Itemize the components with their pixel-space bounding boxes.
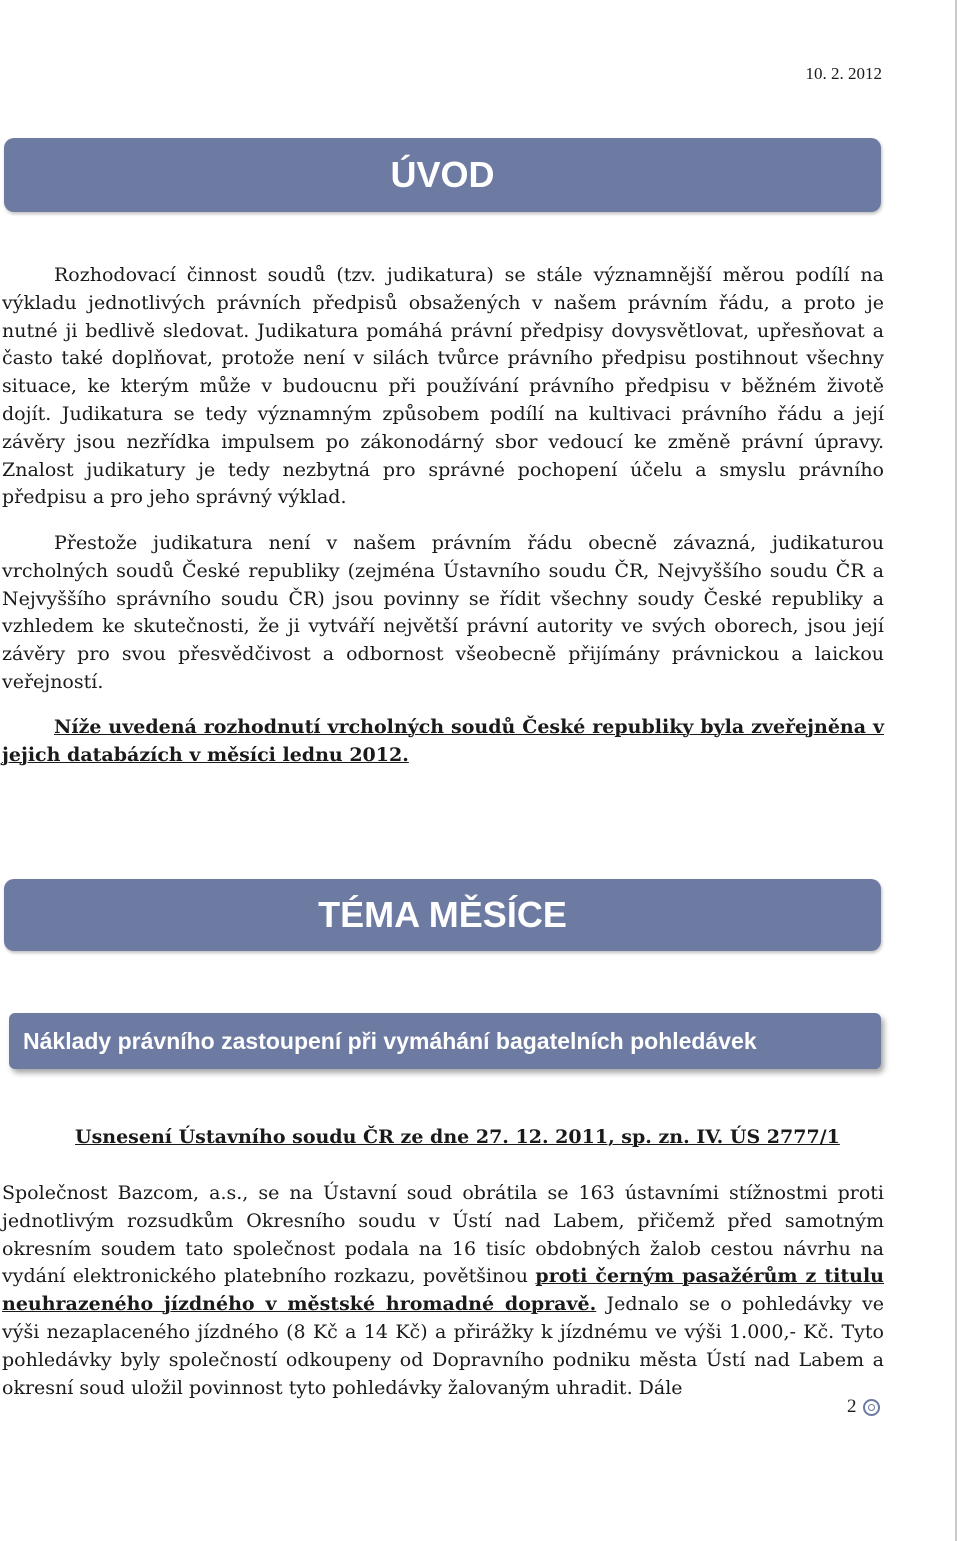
page-edge-rule xyxy=(955,0,957,1541)
target-icon xyxy=(863,1399,880,1416)
intro-heading-banner: ÚVOD xyxy=(4,138,881,212)
page-number xyxy=(847,1396,880,1418)
case-body-emphasis: proti černým pasažérům z titulu neuhrazeného jízdného v městské hromadné dopravě. xyxy=(2,1265,884,1316)
intro-paragraph-1: Rozhodovací činnost soudů (tzv. judikatura) se stále významnější měrou podílí na výkladu jednotlivých právních předpisů obsažených v našem právním řádu, a proto je nutné ji bedlivě sledovat. Judikatura pomáhá právní předpisy dovysvětlovat, upřesňovat a často také doplňovat, protože není v silách tvůrce právního předpisu postihnout všechny situace, ke kterým může v budoucnu při používání právního předpisu v běžném životě dojít. Judikatura se tedy významným způsobem podílí na kultivaci právního řádu a její závěry jsou nezřídka impulsem po zákonodárný sbor vedoucí ke změně právní úpravy. Znalost judikatury je tedy nezbytná pro správné pochopení účelu a smyslu právního předpisu a pro jeho správný výklad. xyxy=(2,264,884,509)
page-number-value: 2 xyxy=(847,1396,857,1417)
intro-paragraph-2: Přestože judikatura není v našem právním řádu obecně závazná, judikaturou vrcholných soudů České republiky (zejména Ústavního soudu ČR, Nejvyššího soudu ČR a Nejvyššího správního soudu ČR) jsou povinny se řídit všechny soudy České republiky a vzhledem ke skutečnosti, že ji vytváří největší právní autority ve svých oborech, jsou její závěry pro svou přesvědčivost a odbornost všeobecně přijímány právnickou a laickou veřejností. xyxy=(2,532,884,693)
case-title: Usnesení Ústavního soudu ČR ze dne 27. 12. 2011, sp. zn. IV. ÚS 2777/1 xyxy=(75,1126,840,1148)
case-body-part-2: Jednalo se o pohledávky ve výši nezaplaceného jízdného (8 Kč a 14 Kč) a přirážky k jízdnému ve výši 1.000,- Kč. Tyto pohledávky byly společností odkoupeny od Dopravního podniku města Ústí nad Labem a okresní soud uložil povinnost tyto pohledávky žalovaným uhradit. Dále xyxy=(2,1293,884,1399)
case-body-part-1: Společnost Bazcom, a.s., se na Ústavní soud obrátila se 163 ústavními stížnostmi proti jednotlivým rozsudkům Okresního soudu v Ústí nad Labem, přičemž před samotným okresním soudem tato společnost podala na 16 tisíc obdobných žalob cestou návrhu na vydání elektronického platebního rozkazu, povětšinou xyxy=(2,1182,884,1288)
topic-heading-banner: TÉMA MĚSÍCE xyxy=(4,879,881,951)
case-body-paragraph xyxy=(2,1180,884,1402)
topic-subtitle-bar: Náklady právního zastoupení při vymáhání bagatelních pohledávek xyxy=(9,1013,881,1069)
header-date: 10. 2. 2012 xyxy=(805,64,882,83)
intro-paragraph-3: Níže uvedená rozhodnutí vrcholných soudů České republiky byla zveřejněna v jejich databázích v měsíci lednu 2012. xyxy=(2,716,884,766)
